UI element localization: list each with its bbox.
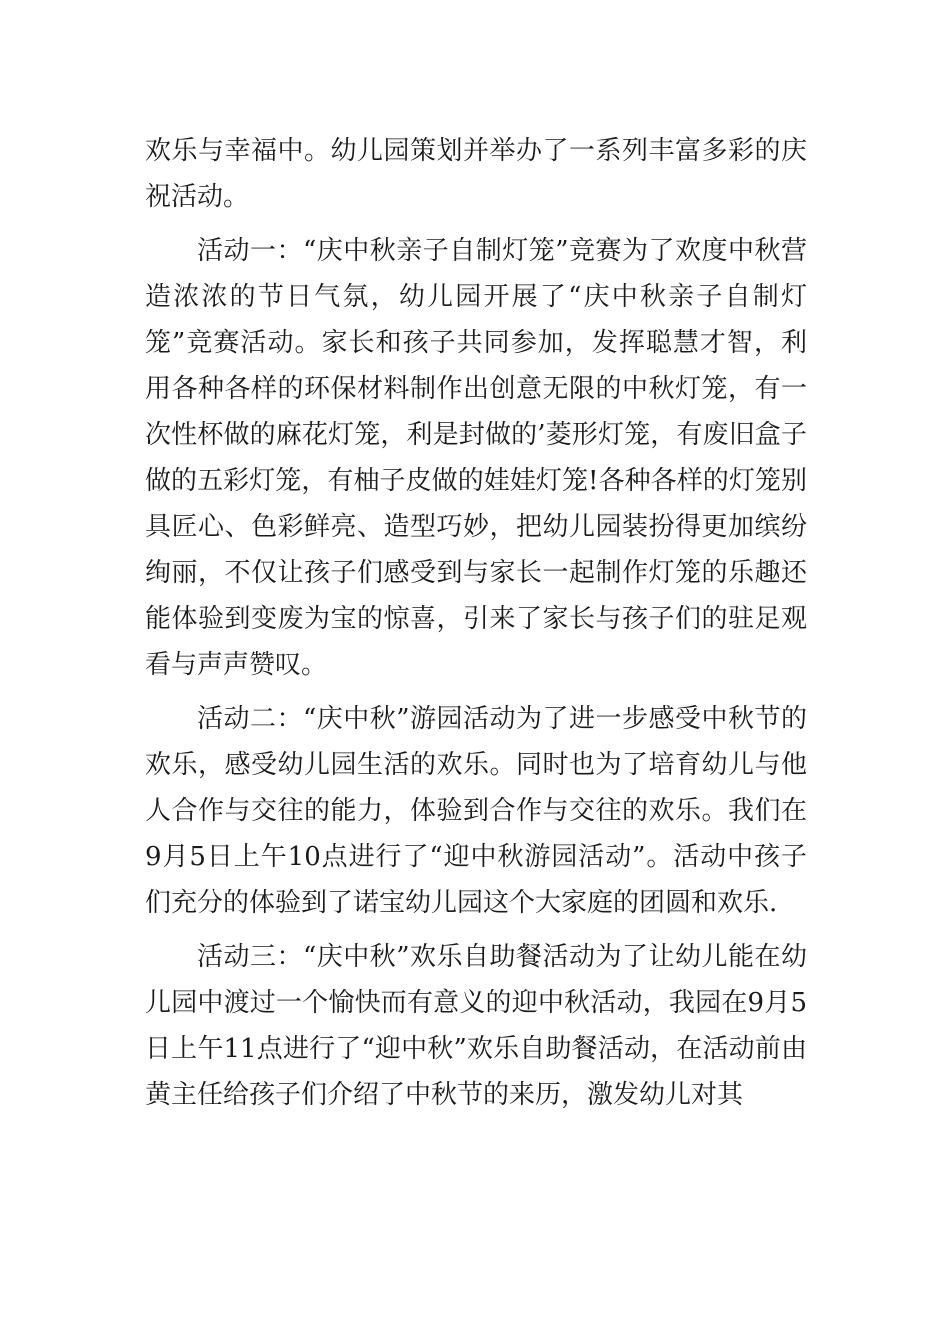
document-body — [145, 128, 807, 1126]
paragraph-intro-continuation: 欢乐与幸福中。幼儿园策划并举办了一系列丰富多彩的庆祝活动。 — [145, 136, 807, 212]
paragraph-activity-one: 活动一：“庆中秋亲子自制灯笼”竞赛为了欢度中秋营造浓浓的节日气氛，幼儿园开展了“庆中秋亲子自制灯笼”竞赛活动。家长和孩子共同参加，发挥聪慧才智，利用各种各样的环保材料制作出创意无限的中秋灯笼，有一次性杯做的麻花灯笼，利是封做的’菱形灯笼，有废旧盒子做的五彩灯笼，有柚子皮做的娃娃灯笼!各种各样的灯笼别具匠心、色彩鲜亮、造型巧妙，把幼儿园装扮得更加缤纷绚丽，不仅让孩子们感受到与家长一起制作灯笼的乐趣还能体验到变废为宝的惊喜，引来了家长与孩子们的驻足观看与声声赞叹。 — [145, 236, 807, 680]
paragraph-activity-three: 活动三：“庆中秋”欢乐自助餐活动为了让幼儿能在幼儿园中渡过一个愉快而有意义的迎中秋活动，我园在9月5日上午11点进行了“迎中秋”欢乐自助餐活动，在活动前由黄主任给孩子们介绍了中秋节的来历，激发幼儿对其 — [145, 942, 807, 1110]
paragraph-activity-two: 活动二：“庆中秋”游园活动为了进一步感受中秋节的欢乐，感受幼儿园生活的欢乐。同时也为了培育幼儿与他人合作与交往的能力，体验到合作与交往的欢乐。我们在9月5日上午10点进行了“迎中秋游园活动”。活动中孩子们充分的体验到了诺宝幼儿园这个大家庭的团圆和欢乐. — [145, 704, 807, 918]
